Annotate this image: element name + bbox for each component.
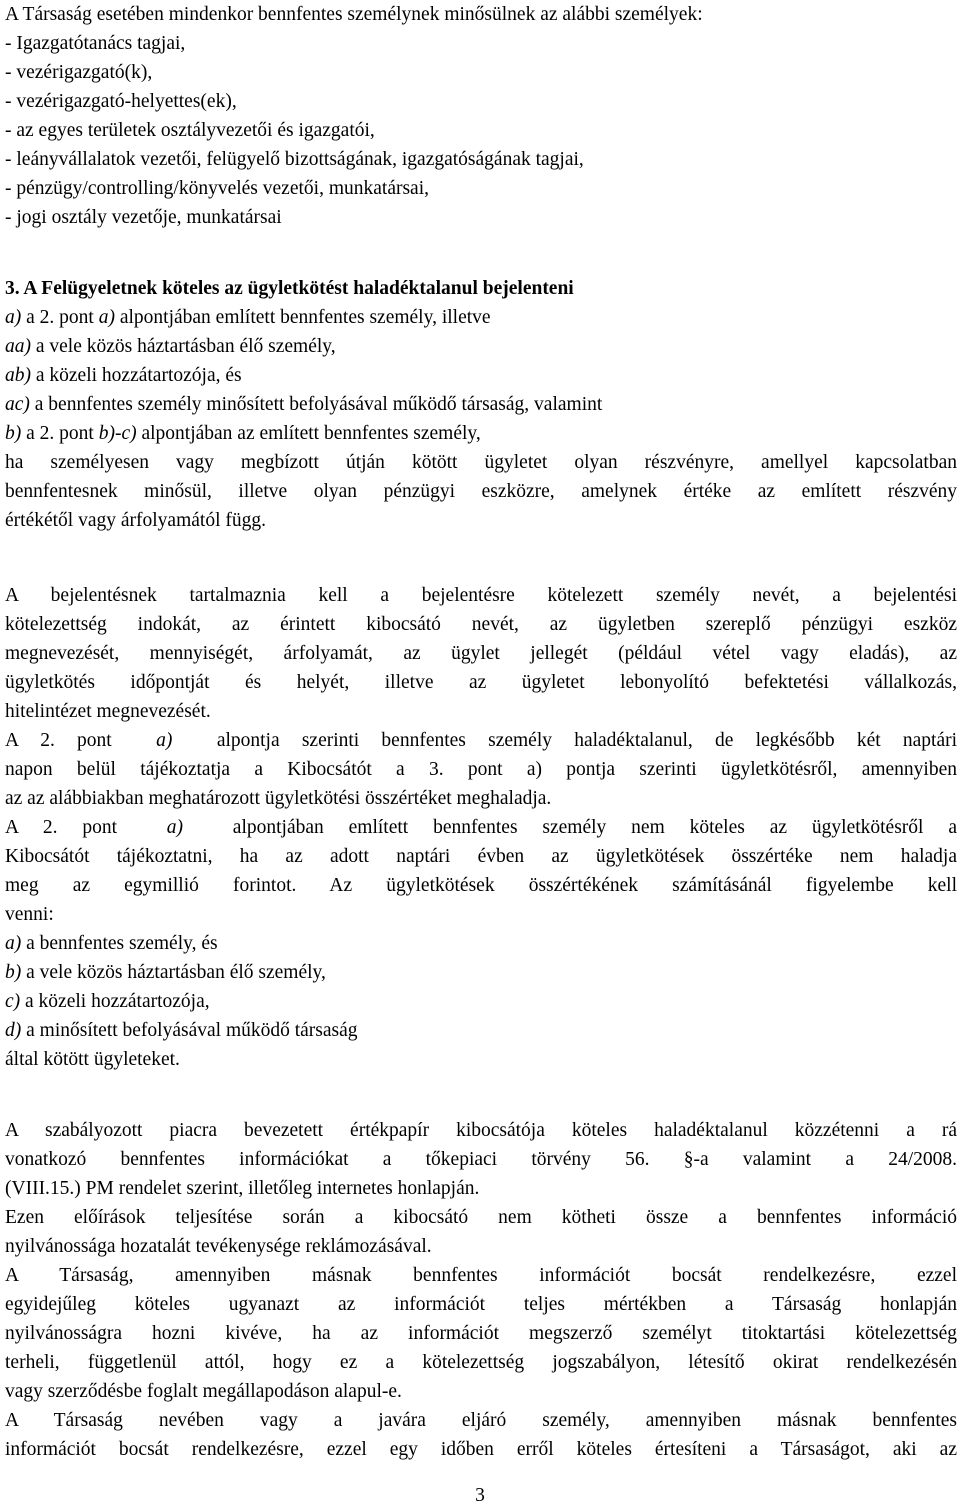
list-item: - vezérigazgató(k), — [5, 62, 153, 83]
list-item: - pénzügy/controlling/könyvelés vezetői, munkatársai, — [5, 178, 430, 199]
list-item — [5, 929, 957, 958]
clause-text: alpontjában az említett bennfentes személy, — [136, 423, 481, 444]
paragraph-line: A bejelentésnek tartalmaznia kell a bejelentésre kötelezett személy nevét, a bejelentési — [5, 585, 957, 606]
paragraph-line: Ezen előírások teljesítése során a kibocsátó nem kötheti össze a bennfentes információ — [5, 1207, 957, 1228]
paragraph-line: A Társaság, amennyiben másnak bennfentes információt bocsát rendelkezésre, ezzel — [5, 1265, 957, 1286]
clause-text: a közeli hozzátartozója, — [20, 991, 210, 1012]
section-heading: 3. A Felügyeletnek köteles az ügyletkötést haladéktalanul bejelenteni — [5, 278, 574, 299]
list-item: - Igazgatótanács tagjai, — [5, 33, 186, 54]
clause-text: a bennfentes személy, és — [21, 933, 218, 954]
list-item — [5, 1016, 957, 1045]
clause-ref: a) — [98, 307, 115, 328]
clause-ref: b)-c) — [98, 423, 137, 444]
paragraph-line: Kibocsátót tájékoztatni, ha az adott naptári évben az ügyletkötések összértéke nem haladja — [5, 846, 957, 867]
paragraph-line: ha személyesen vagy megbízott útján kötött ügyletet olyan részvényre, amellyel kapcsolatban — [5, 452, 957, 473]
clause-label: a) — [5, 933, 22, 954]
list-item — [5, 958, 957, 987]
clause-text: a bennfentes személy minősített befolyásával működő társaság, valamint — [29, 394, 603, 415]
clause-label: ac) — [5, 394, 30, 415]
paragraph-line: kötelezettség indokát, az érintett kibocsátó nevét, az ügyletben szereplő pénzügyi eszköz — [5, 614, 957, 635]
paragraph-line: az az alábbiakban meghatározott ügyletkötési összértéket meghaladja. — [5, 788, 552, 809]
paragraph-line: egyidejűleg köteles ugyanazt az információt teljes mértékben a Társaság honlapján — [5, 1294, 957, 1315]
paragraph-line: meg az egymillió forintot. Az ügyletkötések összértékének számításánál figyelembe kell — [5, 875, 957, 896]
clause-text: a közeli hozzátartozója, és — [31, 365, 242, 386]
clause-a — [5, 303, 957, 332]
list-item: - jogi osztály vezetője, munkatársai — [5, 207, 282, 228]
clause-label: b) — [5, 962, 22, 983]
paragraph-line: által kötött ügyleteket. — [5, 1049, 180, 1070]
disclosure-paragraph — [5, 1087, 957, 1464]
paragraph-line: ügyletkötés időpontját és helyét, illetve az ügyletet lebonyolító befektetési vállalkozás, — [5, 672, 957, 693]
clause-label: d) — [5, 1020, 22, 1041]
clause-text: a vele közös háztartásban élő személy, — [21, 962, 326, 983]
paragraph-text: alpontja szerinti bennfentes személy haladéktalanul, de legkésőbb két naptári — [194, 730, 958, 751]
clause-text: alpontjában említett bennfentes személy, illetve — [114, 307, 491, 328]
clause-text: a 2. pont — [21, 423, 99, 444]
clause-label: c) — [5, 991, 21, 1012]
paragraph-line — [5, 813, 957, 842]
insider-list — [5, 0, 957, 232]
list-item: - vezérigazgató-helyettes(ek), — [5, 91, 237, 112]
clause-label: b) — [5, 423, 22, 444]
paragraph-line: hitelintézet megnevezését. — [5, 701, 211, 722]
clause-label: ab) — [5, 365, 31, 386]
paragraph-line — [5, 726, 957, 755]
paragraph-line: nyilvánossága hozatalát tevékenysége reklámozásával. — [5, 1236, 432, 1257]
paragraph-line: A szabályozott piacra bevezetett értékpapír kibocsátója köteles haladéktalanul közzétenni a rá — [5, 1120, 957, 1141]
clause-aa — [5, 332, 957, 361]
paragraph-line: vonatkozó bennfentes információkat a tőkepiaci törvény 56. §-a valamint a 24/2008. — [5, 1149, 957, 1170]
paragraph-line: (VIII.15.) PM rendelet szerint, illetőleg internetes honlapján. — [5, 1178, 480, 1199]
intro-lead: A Társaság esetében mindenkor bennfentes személynek minősülnek az alábbi személyek: — [5, 4, 703, 25]
document-page — [5, 0, 958, 1460]
paragraph-line: értékétől vagy árfolyamától függ. — [5, 510, 266, 531]
clause-b — [5, 419, 957, 448]
clause-label: aa) — [5, 336, 31, 357]
clause-text: a 2. pont — [21, 307, 99, 328]
paragraph-line: vagy szerződésbe foglalt megállapodáson alapul-e. — [5, 1381, 402, 1402]
clause-ac — [5, 390, 957, 419]
paragraph-text: A 2. pont — [5, 730, 134, 751]
list-item: - leányvállalatok vezetői, felügyelő bizottságának, igazgatóságának tagjai, — [5, 149, 584, 170]
paragraph-text: A 2. pont — [5, 817, 142, 838]
paragraph-line: A Társaság nevében vagy a javára eljáró személy, amennyiben másnak bennfentes — [5, 1410, 957, 1431]
section-3 — [5, 245, 957, 535]
clause-ab — [5, 361, 957, 390]
paragraph-line: bennfentesnek minősül, illetve olyan pénzügyi eszközre, amelynek értéke az említett részvény — [5, 481, 957, 502]
paragraph-line: információt bocsát rendelkezésre, ezzel egy időben erről köteles értesíteni a Társaságot, aki az — [5, 1439, 957, 1460]
paragraph-line: megnevezését, mennyiségét, árfolyamát, az ügylet jellegét (például vétel vagy eladás), az — [5, 643, 957, 664]
clause-ref: a) — [156, 730, 173, 751]
paragraph-line: venni: — [5, 904, 54, 925]
paragraph-line: napon belül tájékoztatja a Kibocsátót a 3. pont a) pontja szerinti ügyletkötésről, amennyiben — [5, 759, 957, 780]
paragraph-line: terheli, függetlenül attól, hogy ez a kötelezettség jogszabályon, létesítő okirat rendelkezésén — [5, 1352, 957, 1373]
paragraph-line: nyilvánosságra hozni kivéve, ha az információt megszerző személyt titoktartási kötelezettség — [5, 1323, 957, 1344]
clause-text: a vele közös háztartásban élő személy, — [31, 336, 336, 357]
list-item — [5, 987, 957, 1016]
page-number: 3 — [475, 1485, 485, 1506]
clause-ref: a) — [166, 817, 184, 838]
clause-text: a minősített befolyásával működő társaság — [21, 1020, 358, 1041]
paragraph-text: alpontjában említett bennfentes személy nem köteles az ügyletkötésről a — [207, 817, 957, 838]
notification-paragraph — [5, 552, 957, 1074]
list-item: - az egyes területek osztályvezetői és igazgatói, — [5, 120, 375, 141]
clause-label: a) — [5, 307, 22, 328]
